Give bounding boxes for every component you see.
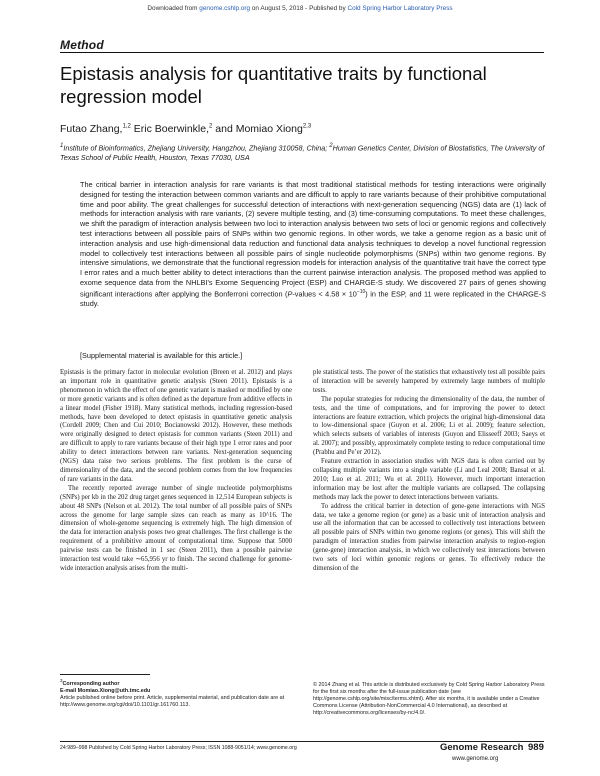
- body-paragraph: To address the critical barrier in detection of gene-gene interactions with NGS data, we take a genome region (or gene) as a basic unit of interaction analysis and use all the information that can be accessed to collectively test interactions between all possible pairs of SNPs within two genome regions (or genes). This will shift the paradigm of interaction studies from pairwise interaction analysis to region-region (gene-gene) interaction analysis, in which we collectively test interactions between two sets of loci within genomic regions or genes. To effectively reduce the dimension of the: [313, 502, 545, 572]
- abstract: [80, 180, 546, 309]
- article-title: Epistasis analysis for quantitative traits by functional regression model: [60, 63, 487, 107]
- body-paragraph: ple statistical tests. The power of the statistics that exhaustively test all possible pairs of interaction will be severely hampered by extremely large numbers of multiple tests.: [313, 369, 545, 394]
- corresponding-author-footnote: [60, 677, 292, 709]
- body-left-column: [60, 369, 292, 574]
- author-3-affil: 2,3: [302, 123, 312, 130]
- supplemental-note: [Supplemental material is available for this article.]: [80, 351, 243, 360]
- download-domain-link[interactable]: genome.cshlp.org: [199, 5, 251, 12]
- abstract-text: The critical barrier in interaction analysis for rare variants is that most traditional statistical methods for testing interactions were originally designed for testing the interaction between common variants and are difficult to apply to rare variants because of their prohibitive computational time and poor ability. The great challenges for successful detection of interactions with next-generation sequencing (NGS) data are (1) lack of methods for interaction analysis with rare variants, (2) severe multiple testing, and (3) time-consuming computations. To meet these challenges, we shift the paradigm of interaction analysis between two loci to interaction analysis between two sets of loci or genomic regions and collectively test interactions between all possible pairs of SNPs within two genomic regions. In other words, we take a genome region as a basic unit of interaction analysis and use high-dimensional data reduction and functional data analysis techniques to develop a novel functional regression model to collectively test interactions between all possible pairs of single nucleotide polymorphisms (SNPs) within two genome regions. By intensive simulations, we demonstrate that the functional regression models for interaction analysis of the quantitative trait have the correct type I error rates and a much better ability to detect interactions than the current pairwise interaction analysis. The proposed method was applied to exome sequence data from the NHLBI’s Exome Sequencing Project (ESP) and CHARGE-S study. We discovered 27 pairs of genes showing significant interactions after applying the Bonferroni correction (: [80, 180, 546, 299]
- author-3: and Momiao Xiong: [212, 123, 303, 135]
- affil-1-marker: 1: [60, 143, 64, 149]
- abstract-tail: ) in the ESP, and 11 were replicated in the CHARGE-S study.: [80, 289, 546, 308]
- author-list: [60, 123, 311, 135]
- footnote-rule: [60, 674, 150, 675]
- affil-2-marker: 2: [329, 143, 333, 149]
- download-banner: [0, 5, 600, 12]
- author-2-affil: 2: [209, 123, 213, 130]
- section-label: Method: [60, 38, 104, 52]
- citation-line: 24:989–998 Published by Cold Spring Harbor Laboratory Press; ISSN 1088-9051/14; www.genome.org: [60, 745, 297, 751]
- body-paragraph: The popular strategies for reducing the dimensionality of the data, the number of tests, and the time of computations, and for improving the power to detect interactions are feature extraction, which projects the original high-dimensional data to low-dimensional space (Guyon et al. 2006; Li et al. 2009); feature selection, which selects subsets of variables of interests (Guyon and Elisseeff 2003; Saeys et al. 2007); and possibly, approximately complete testing to reduce computational time (Prabhu and Pe’er 2012).: [313, 395, 545, 457]
- affil-2: Human Genetics Center, Division of Biostatistics, The University of Texas School of Public Health, Houston, Texas 77030, USA: [60, 143, 545, 163]
- pvalue-text: -values < 4.58 × 10: [292, 289, 357, 299]
- publisher-link[interactable]: Cold Spring Harbor Laboratory Press: [347, 5, 453, 12]
- journal-name: Genome Research: [440, 742, 524, 753]
- footnote-marker: 3: [60, 678, 63, 683]
- author-2: Eric Boerwinkle,: [130, 123, 210, 135]
- body-paragraph: The recently reported average number of single nucleotide polymorphisms (SNPs) per kb in the 202 drug target genes sequenced in 12,514 European subjects is about 48 SNPs (Nelson et al. 2012). The total number of all possible pairs of SNPs across the genome for large sample sizes can reach as many as 10^16. The dimension of whole-genome sequencing is extremely high. The high dimension of the data for interaction analysis poses two great challenges. The first challenge is the requirement of a prohibitive amount of computational time. Suppose that 5000 pairwise tests can be finished in 1 sec (Steen 2011), then a possible pairwise interaction test would take ∼65,956 yr to finish. The second challenge for genome-wide interaction analysis arises from the multi-: [60, 484, 292, 572]
- download-mid: on August 5, 2018 - Published by: [250, 5, 348, 12]
- pvalue-exponent: −10: [356, 288, 366, 295]
- author-1-affil: 1,2: [122, 123, 131, 130]
- body-paragraph: Epistasis is the primary factor in molecular evolution (Breen et al. 2012) and plays an important role in quantitative genetic analysis (Steen 2011). Epistasis is a phenomenon in which the effect of one genetic variant is masked or modified by one or more genetic variants and is often defined as the departure from additive effects in a linear model (Fisher 1918). Many statistical methods, including regression-based methods, have been developed to detect epistasis in quantitative genetic analysis (Cordell 2009; Chen and Cui 2010; Bocianowski 2012). However, these methods were originally designed to detect epistasis for common variants (Steen 2011) and are difficult to apply to rare variants because of their high type 1 error rates and poor ability to detect interactions between rare variants. Next-generation sequencing (NGS) data raise two serious problems. The first problem is the curse of dimensionality of the data, and the second problem comes from the low frequencies of rare variants in the data.: [60, 369, 292, 483]
- license-notice: © 2014 Zhang et al. This article is distributed exclusively by Cold Spring Harbor Laboratory Press for the first six months after the full-issue publication date (see http://genome.cshlp.org/site/misc/terms.xhtml). After six months, it is available under a Creative Commons License (Attribution-NonCommercial 4.0 International), as described at http://creativecommons.org/licenses/by-nc/4.0/.: [313, 682, 545, 716]
- affiliations: [60, 141, 546, 163]
- footnote-body: Article published online before print. Article, supplemental material, and publication date are at http://www.genome.org/cgi/doi/10.1101/gr.161760.113.: [60, 694, 285, 708]
- affil-1: Institute of Bioinformatics, Zhejiang University, Hangzhou, Zhejiang 310058, China;: [63, 143, 330, 153]
- download-prefix: Downloaded from: [147, 5, 200, 12]
- author-1: Futao Zhang,: [60, 123, 123, 135]
- footnote-heading: Corresponding author: [62, 680, 120, 687]
- header-rule: [60, 52, 544, 53]
- pvalue-label: P: [287, 289, 293, 299]
- journal-website[interactable]: www.genome.org: [452, 756, 499, 762]
- page-number: 989: [528, 742, 544, 753]
- author-email[interactable]: E-mail Momiao.Xiong@uth.tmc.edu: [60, 687, 151, 694]
- body-paragraph: Feature extraction in association studies with NGS data is often carried out by collapsing multiple variants into a single variable (Li and Leal 2008; Bansal et al. 2010; Luo et al. 2011; Wu et al. 2011). However, much important interaction information may be lost after the multiple variants are collapsed. The collapsing methods may lack the power to detect interactions between variants.: [313, 458, 545, 501]
- body-right-column: [313, 369, 545, 574]
